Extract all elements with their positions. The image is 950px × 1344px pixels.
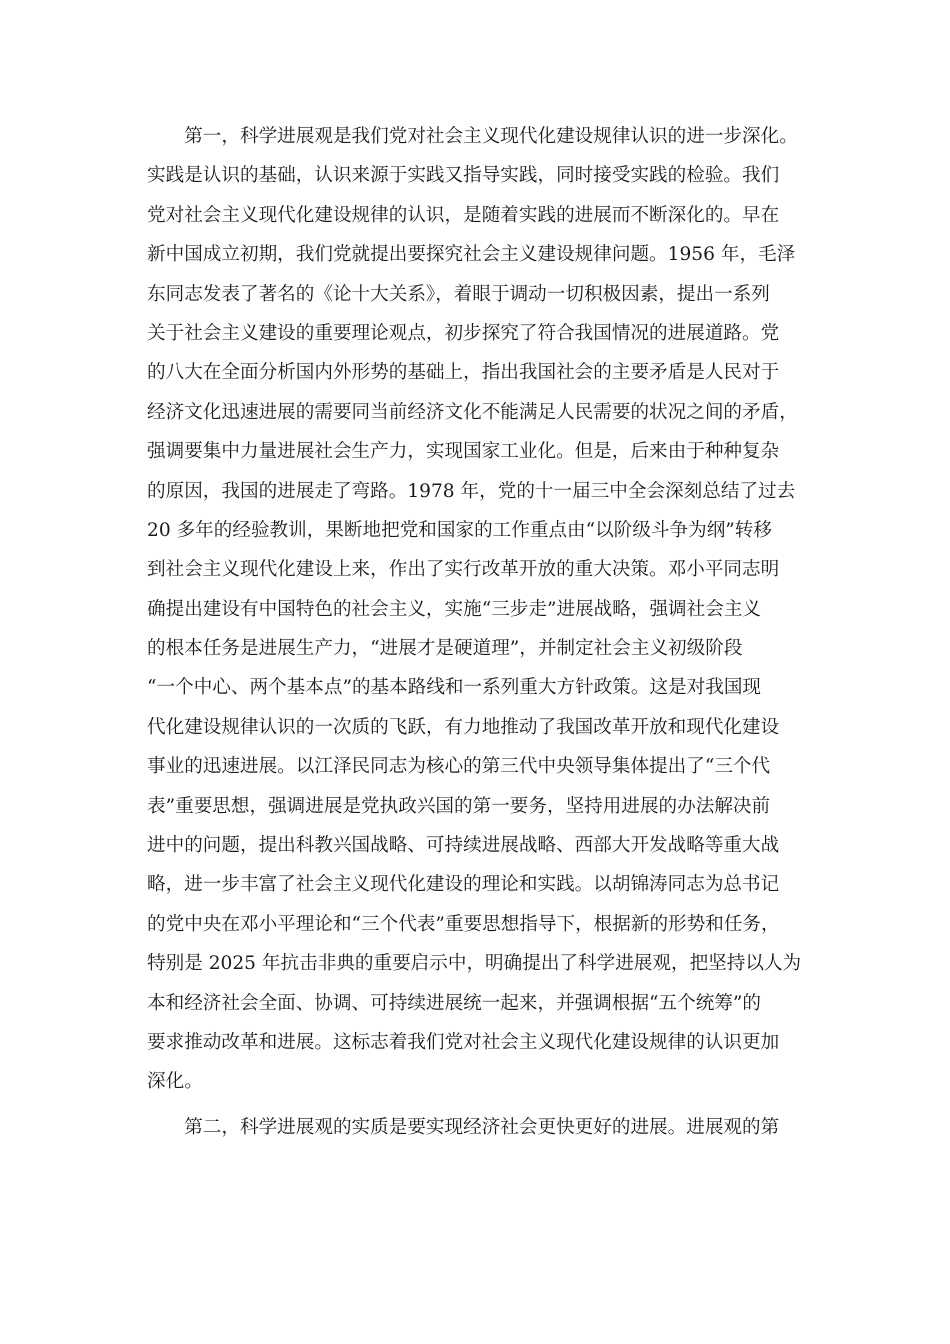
text-line: 东同志发表了著名的《论十大关系》，着眼于调动一切积极因素，提出一系列 <box>147 283 770 305</box>
text-line: 要求推动改革和进展。这标志着我们党对社会主义现代化建设规律的认识更加 <box>147 1031 780 1053</box>
text-line: 表”重要思想，强调进展是党执政兴国的第一要务，坚持用进展的办法解决前 <box>147 795 771 817</box>
paragraph-1 <box>147 117 807 1102</box>
text-line: 20 多年的经验教训，果断地把党和国家的工作重点由“以阶级斗争为纲”转移 <box>147 519 772 541</box>
text-line: 的原因，我国的进展走了弯路。1978 年，党的十一届三中全会深刻总结了过去 <box>147 480 796 502</box>
text-line: 党对社会主义现代化建设规律的认识，是随着实践的进展而不断深化的。早在 <box>147 204 780 226</box>
text-line: 强调要集中力量进展社会生产力，实现国家工业化。但是，后来由于种种复杂 <box>147 441 780 463</box>
text-line: 新中国成立初期，我们党就提出要探究社会主义建设规律问题。1956 年，毛泽 <box>147 244 796 266</box>
text-line: “一个中心、两个基本点”的基本路线和一系列重大方针政策。这是对我国现 <box>147 677 762 699</box>
document-body <box>147 117 807 1147</box>
text-line: 第二，科学进展观的实质是要实现经济社会更快更好的进展。进展观的第 <box>147 1116 780 1138</box>
text-line: 经济文化迅速进展的需要同当前经济文化不能满足人民需要的状况之间的矛盾， <box>147 401 798 423</box>
text-line: 的根本任务是进展生产力，“进展才是硬道理”，并制定社会主义初级阶段 <box>147 638 743 660</box>
text-line: 深化。 <box>147 1071 203 1093</box>
text-line: 本和经济社会全面、协调、可持续进展统一起来，并强调根据“五个统筹”的 <box>147 992 762 1014</box>
text-line: 的八大在全面分析国内外形势的基础上，指出我国社会的主要矛盾是人民对于 <box>147 362 780 384</box>
text-line: 到社会主义现代化建设上来，作出了实行改革开放的重大决策。邓小平同志明 <box>147 559 780 581</box>
text-line: 事业的迅速进展。以江泽民同志为核心的第三代中央领导集体提出了“三个代 <box>147 756 771 778</box>
text-line: 代化建设规律认识的一次质的飞跃，有力地推动了我国改革开放和现代化建设 <box>147 716 780 738</box>
text-line: 第一，科学进展观是我们党对社会主义现代化建设规律认识的进一步深化。 <box>147 126 798 147</box>
text-line: 关于社会主义建设的重要理论观点，初步探究了符合我国情况的进展道路。党 <box>147 322 780 344</box>
paragraph-2 <box>147 1108 807 1147</box>
text-line: 确提出建设有中国特色的社会主义，实施“三步走”进展战略，强调社会主义 <box>147 598 762 620</box>
text-line: 进中的问题，提出科教兴国战略、可持续进展战略、西部大开发战略等重大战 <box>147 835 780 857</box>
text-line: 的党中央在邓小平理论和“三个代表”重要思想指导下，根据新的形势和任务， <box>147 913 780 935</box>
text-line: 略，进一步丰富了社会主义现代化建设的理论和实践。以胡锦涛同志为总书记 <box>147 874 780 896</box>
text-line: 特别是 2025 年抗击非典的重要启示中，明确提出了科学进展观，把坚持以人为 <box>147 953 802 975</box>
text-line: 实践是认识的基础，认识来源于实践又指导实践，同时接受实践的检验。我们 <box>147 165 780 187</box>
